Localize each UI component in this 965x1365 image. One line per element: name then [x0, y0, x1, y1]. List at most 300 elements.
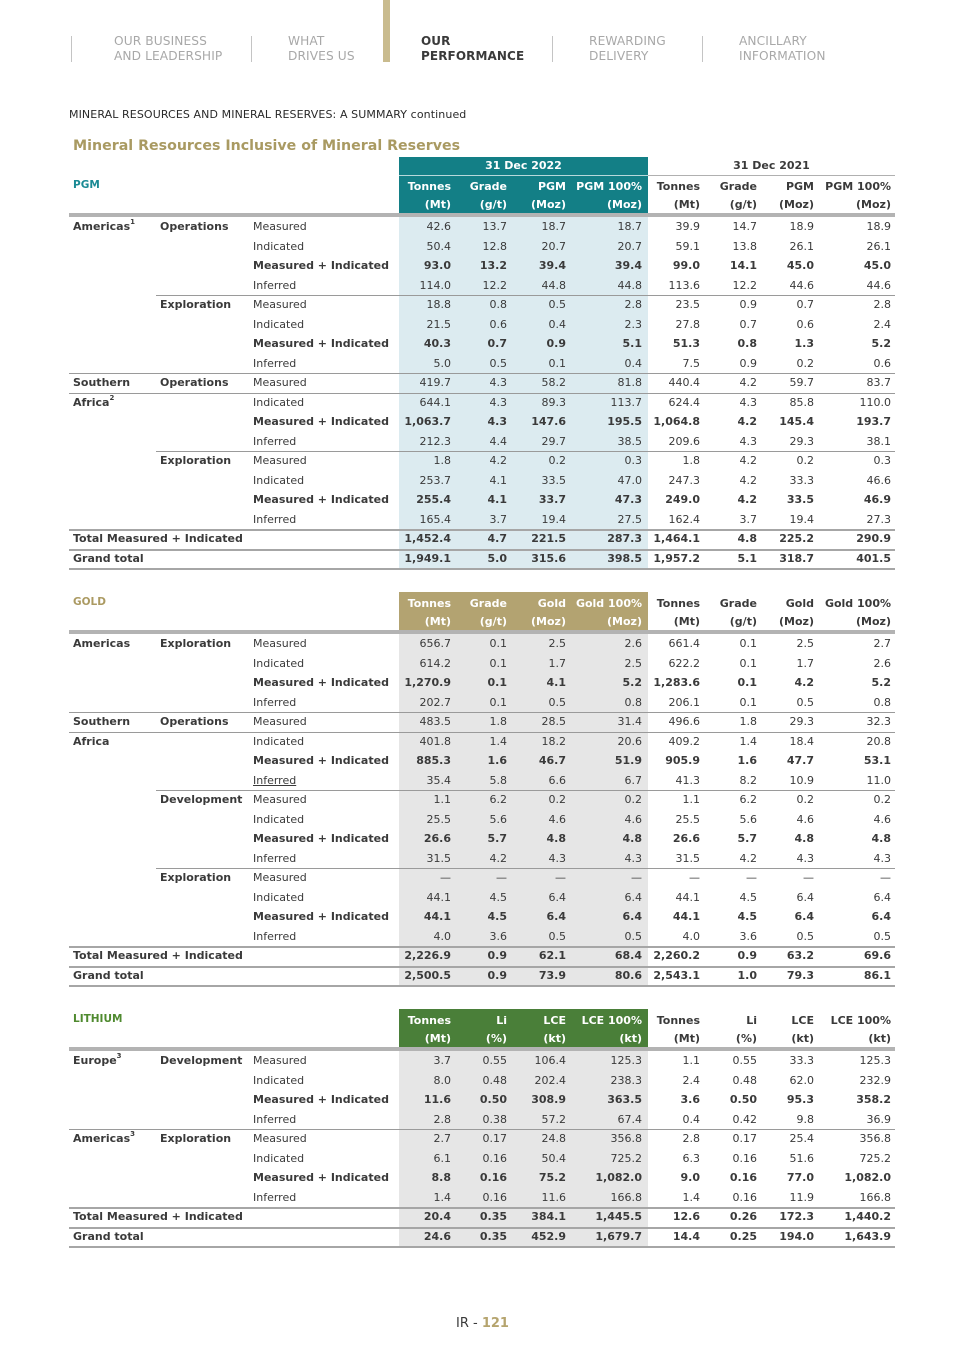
category-label: Measured + Indicated	[253, 259, 389, 272]
column-header	[543, 1012, 566, 1048]
value-cell: 12.6	[672, 1210, 700, 1223]
value-cell: 85.8	[789, 395, 814, 409]
value-cell: 57.2	[541, 1112, 566, 1126]
table-row	[69, 868, 895, 888]
column-header-title: Li	[496, 1014, 507, 1027]
column-header-unit: (Mt)	[673, 198, 700, 211]
table-row	[69, 907, 895, 927]
value-cell: 6.2	[739, 793, 757, 806]
value-cell: 287.3	[607, 532, 642, 545]
value-cell: 11.6	[423, 1093, 451, 1106]
value-cell: 8.0	[433, 1073, 451, 1087]
value-cell: 212.3	[419, 434, 451, 448]
nav-item-ancillary-information[interactable]	[739, 34, 826, 64]
table-row	[69, 732, 895, 752]
nav-item-our-business[interactable]	[114, 34, 222, 64]
value-cell: 12.2	[482, 278, 507, 292]
stage-label: Exploration	[160, 637, 232, 650]
value-cell: 165.4	[419, 512, 451, 526]
table-row	[69, 432, 895, 452]
category-label: Indicated	[253, 1073, 305, 1087]
region-label	[73, 1051, 122, 1071]
column-header-unit: (Moz)	[856, 615, 891, 628]
column-header-unit: (Moz)	[856, 198, 891, 211]
value-cell: 0.16	[482, 1190, 507, 1204]
value-cell: 1.8	[682, 454, 700, 467]
value-cell: 4.2	[739, 473, 757, 487]
grand-total-row	[69, 549, 895, 569]
value-cell: 0.4	[548, 317, 566, 331]
page-title: Mineral Resources Inclusive of Mineral Reserves	[73, 138, 461, 154]
gold-table-body	[69, 634, 895, 987]
value-cell: 5.2	[871, 337, 891, 350]
value-cell: 4.3	[489, 376, 507, 389]
value-cell: 29.7	[541, 434, 566, 448]
value-cell: 44.1	[423, 910, 451, 923]
value-cell: 83.7	[866, 376, 891, 389]
lithium-table-body	[69, 1051, 895, 1248]
column-header-unit: (Mt)	[673, 1032, 700, 1045]
value-cell: 162.4	[668, 512, 700, 526]
value-cell: 42.6	[426, 220, 451, 233]
column-header	[576, 595, 642, 631]
value-cell: 4.8	[546, 832, 566, 845]
value-cell: 6.4	[794, 910, 814, 923]
value-cell: 18.7	[541, 220, 566, 233]
column-header-title: Grade	[469, 597, 507, 610]
table-row	[69, 334, 895, 354]
value-cell: 2.8	[624, 298, 642, 311]
value-cell: 0.5	[548, 695, 566, 709]
nav-label-line2: DRIVES US	[288, 49, 355, 63]
value-cell: 95.3	[786, 1093, 814, 1106]
value-cell: 0.2	[796, 356, 814, 370]
value-cell: 1,270.9	[404, 676, 451, 689]
value-cell: 44.6	[866, 278, 891, 292]
value-cell: 0.9	[487, 968, 507, 982]
value-cell: 209.6	[668, 434, 700, 448]
total-divider	[69, 966, 895, 968]
value-cell: 26.1	[789, 239, 814, 253]
value-cell: 11.6	[541, 1190, 566, 1204]
value-cell: 4.2	[739, 454, 757, 467]
value-cell: 4.0	[682, 929, 700, 943]
category-label: Indicated	[253, 812, 305, 826]
value-cell: 1.1	[682, 793, 700, 806]
value-cell: 20.7	[617, 239, 642, 253]
value-cell: 0.25	[729, 1229, 757, 1243]
nav-separator	[71, 36, 72, 62]
value-cell: 27.3	[866, 512, 891, 526]
table-row	[69, 217, 895, 237]
value-cell: 59.7	[789, 376, 814, 389]
value-cell: 32.3	[866, 715, 891, 728]
value-cell: 62.1	[538, 949, 566, 962]
value-cell: 202.7	[419, 695, 451, 709]
value-cell: 86.1	[863, 968, 891, 982]
value-cell: 33.5	[786, 493, 814, 506]
value-cell: 0.48	[732, 1073, 757, 1087]
value-cell: 4.4	[489, 434, 507, 448]
value-cell: 6.2	[489, 793, 507, 806]
total-measured-indicated-row	[69, 1207, 895, 1227]
column-header	[779, 595, 814, 631]
value-cell: 5.7	[737, 832, 757, 845]
value-cell: 0.3	[873, 454, 891, 467]
column-header	[408, 595, 451, 631]
value-cell: 1,464.1	[653, 532, 700, 545]
column-header-title: Gold 100%	[824, 597, 891, 610]
category-label: Indicated	[253, 656, 305, 670]
value-cell: 6.1	[433, 1151, 451, 1165]
value-cell: 0.2	[624, 793, 642, 806]
current-year-shading	[399, 868, 648, 888]
value-cell: 28.5	[541, 715, 566, 728]
value-cell: 2.5	[624, 656, 642, 670]
stage-label: Exploration	[160, 454, 232, 467]
value-cell: 1,445.5	[595, 1210, 642, 1223]
value-cell: 20.8	[866, 734, 891, 748]
column-header-unit: (Mt)	[424, 1032, 451, 1045]
lithium-table-header	[69, 991, 895, 1048]
value-cell: 51.3	[672, 337, 700, 350]
category-label: Measured	[253, 871, 307, 884]
total-divider	[69, 549, 895, 551]
value-cell: 4.1	[487, 493, 507, 506]
category-label: Inferred	[253, 512, 297, 526]
value-cell: 0.1	[489, 637, 507, 650]
value-cell: 4.6	[548, 812, 566, 826]
value-cell: 1.1	[433, 793, 451, 806]
column-header	[720, 178, 757, 214]
value-cell: 1,643.9	[844, 1229, 891, 1243]
category-label: Measured	[253, 298, 307, 311]
category-label: Inferred	[253, 1190, 297, 1204]
category-label: Inferred	[253, 434, 297, 448]
value-cell: 0.55	[482, 1054, 507, 1067]
value-cell: 14.7	[732, 220, 757, 233]
value-cell: 106.4	[534, 1054, 566, 1067]
value-cell: 0.16	[729, 1171, 757, 1184]
value-cell: 99.0	[672, 259, 700, 272]
column-header-unit: (Moz)	[779, 615, 814, 628]
category-label: Measured	[253, 715, 307, 728]
value-cell: 308.9	[531, 1093, 566, 1106]
column-header-title: Tonnes	[656, 597, 700, 610]
value-cell: 23.5	[675, 298, 700, 311]
total-measured-indicated-row	[69, 529, 895, 549]
value-cell: 624.4	[668, 395, 700, 409]
column-header-title: PGM 100%	[825, 180, 891, 193]
value-cell: 644.1	[419, 395, 451, 409]
value-cell: 2.6	[873, 656, 891, 670]
column-header-unit: (Mt)	[673, 615, 700, 628]
value-cell: 1,082.0	[595, 1171, 642, 1184]
value-cell: 6.4	[624, 890, 642, 904]
column-header-unit: (g/t)	[479, 198, 507, 211]
value-cell: 0.4	[624, 356, 642, 370]
region-divider	[69, 393, 895, 394]
value-cell: 4.7	[487, 532, 507, 545]
column-header	[408, 178, 451, 214]
value-cell: 483.5	[419, 715, 451, 728]
value-cell: 0.7	[739, 317, 757, 331]
value-cell: 45.0	[863, 259, 891, 272]
table-row	[69, 451, 895, 471]
value-cell: 1,957.2	[653, 551, 700, 565]
column-header-title: Grade	[469, 180, 507, 193]
value-cell: 4.3	[548, 851, 566, 865]
value-cell: 63.2	[786, 949, 814, 962]
category-label: Measured	[253, 454, 307, 467]
value-cell: 4.6	[796, 812, 814, 826]
total-label: Grand total	[73, 1229, 144, 1243]
value-cell: 18.9	[866, 220, 891, 233]
value-cell: —	[496, 871, 507, 884]
value-cell: 12.8	[482, 239, 507, 253]
value-cell: 1.4	[739, 734, 757, 748]
region-text: Americas	[73, 637, 131, 650]
category-label: Measured	[253, 1132, 307, 1145]
category-label: Inferred	[253, 1112, 297, 1126]
value-cell: 4.2	[739, 851, 757, 865]
value-cell: 47.7	[786, 754, 814, 767]
category-label: Measured + Indicated	[253, 1171, 389, 1184]
pgm-table-header	[69, 157, 895, 214]
total-label: Total Measured + Indicated	[73, 532, 243, 545]
table-row	[69, 1129, 895, 1149]
value-cell: 2.4	[682, 1073, 700, 1087]
value-cell: 4.3	[739, 395, 757, 409]
value-cell: 113.6	[668, 278, 700, 292]
value-cell: 18.9	[789, 220, 814, 233]
value-cell: 39.4	[614, 259, 642, 272]
value-cell: 4.1	[546, 676, 566, 689]
value-cell: 31.5	[426, 851, 451, 865]
value-cell: 0.5	[796, 929, 814, 943]
category-label: Indicated	[253, 395, 305, 409]
value-cell: 0.9	[487, 949, 507, 962]
category-label: Indicated	[253, 473, 305, 487]
nav-separator	[552, 36, 553, 62]
value-cell: 125.3	[859, 1054, 891, 1067]
value-cell: 44.1	[426, 890, 451, 904]
nav-item-rewarding-delivery[interactable]	[589, 34, 666, 64]
value-cell: 4.2	[737, 493, 757, 506]
value-cell: 3.6	[489, 929, 507, 943]
value-cell: 0.26	[729, 1210, 757, 1223]
nav-item-our-performance[interactable]	[421, 34, 524, 64]
value-cell: 4.1	[489, 473, 507, 487]
value-cell: 0.1	[489, 656, 507, 670]
value-cell: 0.1	[739, 695, 757, 709]
header-divider	[648, 175, 895, 176]
value-cell: 38.5	[617, 434, 642, 448]
value-cell: 10.9	[789, 773, 814, 787]
value-cell: 905.9	[665, 754, 700, 767]
category-label: Measured + Indicated	[253, 337, 389, 350]
column-header-unit: (Moz)	[607, 615, 642, 628]
value-cell: 0.1	[489, 695, 507, 709]
value-cell: 9.0	[680, 1171, 700, 1184]
value-cell: 5.0	[433, 356, 451, 370]
value-cell: 4.3	[873, 851, 891, 865]
value-cell: 440.4	[668, 376, 700, 389]
value-cell: 4.5	[487, 910, 507, 923]
region-label	[73, 393, 114, 413]
value-cell: 62.0	[789, 1073, 814, 1087]
value-cell: 39.4	[538, 259, 566, 272]
column-header-unit: (Moz)	[531, 198, 566, 211]
total-label: Total Measured + Indicated	[73, 1210, 243, 1223]
total-label: Grand total	[73, 968, 144, 982]
value-cell: 0.2	[548, 793, 566, 806]
stage-label: Operations	[160, 220, 229, 233]
stage-label: Exploration	[160, 871, 232, 884]
value-cell: 5.2	[622, 676, 642, 689]
value-cell: 2.6	[624, 637, 642, 650]
value-cell: 27.8	[675, 317, 700, 331]
value-cell: 67.4	[617, 1112, 642, 1126]
column-header-unit: (kt)	[791, 1032, 814, 1045]
column-header	[825, 595, 891, 631]
value-cell: 8.2	[739, 773, 757, 787]
region-text: Southern	[73, 715, 131, 728]
value-cell: 0.38	[482, 1112, 507, 1126]
value-cell: 2.8	[873, 298, 891, 311]
table-row	[69, 471, 895, 491]
value-cell: 2,226.9	[404, 949, 451, 962]
value-cell: 6.4	[548, 890, 566, 904]
column-header-title: LCE	[791, 1014, 814, 1027]
value-cell: 0.5	[796, 695, 814, 709]
stage-label: Development	[160, 793, 243, 806]
table-row	[69, 751, 895, 771]
value-cell: 2.8	[682, 1132, 700, 1145]
category-label: Indicated	[253, 734, 305, 748]
nav-label-line1: REWARDING	[589, 34, 666, 48]
column-header-title: Tonnes	[656, 1014, 700, 1027]
value-cell: 255.4	[416, 493, 451, 506]
nav-item-what-drives-us[interactable]	[288, 34, 355, 64]
value-cell: 1.4	[433, 1190, 451, 1204]
column-header-title: Tonnes	[407, 1014, 451, 1027]
value-cell: —	[803, 871, 814, 884]
value-cell: 93.0	[423, 259, 451, 272]
value-cell: 20.4	[423, 1210, 451, 1223]
value-cell: 5.6	[489, 812, 507, 826]
value-cell: 13.7	[482, 220, 507, 233]
value-cell: —	[746, 871, 757, 884]
value-cell: 5.0	[487, 551, 507, 565]
value-cell: 0.50	[729, 1093, 757, 1106]
column-header-title: Gold	[537, 597, 566, 610]
value-cell: 18.8	[426, 298, 451, 311]
column-header	[470, 178, 507, 214]
column-header	[582, 1012, 642, 1048]
column-header-title: LCE 100%	[830, 1014, 891, 1027]
value-cell: 13.8	[732, 239, 757, 253]
table-row	[69, 927, 895, 947]
value-cell: 0.1	[548, 356, 566, 370]
nav-separator	[702, 36, 703, 62]
value-cell: 4.5	[737, 910, 757, 923]
stage-label: Development	[160, 1054, 243, 1067]
table-row	[69, 849, 895, 869]
value-cell: 50.4	[426, 239, 451, 253]
column-header	[657, 1012, 700, 1048]
value-cell: 6.4	[873, 890, 891, 904]
column-header-title: Grade	[719, 597, 757, 610]
table-row	[69, 490, 895, 510]
column-header	[408, 1012, 451, 1048]
column-header-unit: (kt)	[619, 1032, 642, 1045]
value-cell: 0.6	[489, 317, 507, 331]
value-cell: 31.5	[675, 851, 700, 865]
column-header	[531, 595, 566, 631]
table-row	[69, 412, 895, 432]
value-cell: 6.4	[622, 910, 642, 923]
region-text: Africa	[73, 395, 110, 409]
value-cell: 0.5	[489, 356, 507, 370]
category-label: Measured	[253, 220, 307, 233]
value-cell: 0.8	[489, 298, 507, 311]
column-header-title: Gold 100%	[575, 597, 642, 610]
category-label: Measured + Indicated	[253, 910, 389, 923]
category-label: Inferred	[253, 929, 297, 943]
value-cell: 193.7	[856, 415, 891, 428]
column-header	[470, 595, 507, 631]
value-cell: 318.7	[779, 551, 814, 565]
value-cell: 35.4	[426, 773, 451, 787]
table-row	[69, 829, 895, 849]
value-cell: 4.6	[873, 812, 891, 826]
value-cell: 77.0	[786, 1171, 814, 1184]
value-cell: 4.5	[489, 890, 507, 904]
value-cell: 4.8	[871, 832, 891, 845]
value-cell: 24.6	[423, 1229, 451, 1243]
total-measured-indicated-row	[69, 946, 895, 966]
value-cell: 4.5	[739, 890, 757, 904]
value-cell: 9.8	[796, 1112, 814, 1126]
column-header-unit: (kt)	[543, 1032, 566, 1045]
gold-table	[69, 574, 895, 987]
value-cell: 398.5	[607, 551, 642, 565]
column-header-title: Tonnes	[656, 180, 700, 193]
value-cell: 24.8	[541, 1132, 566, 1145]
value-cell: 0.5	[624, 929, 642, 943]
value-cell: 125.3	[610, 1054, 642, 1067]
value-cell: 4.3	[489, 395, 507, 409]
column-header	[576, 178, 642, 214]
value-cell: 79.3	[786, 968, 814, 982]
value-cell: 0.8	[737, 337, 757, 350]
nav-label-line2: DELIVERY	[589, 49, 649, 63]
value-cell: 4.2	[739, 376, 757, 389]
active-section-indicator	[383, 0, 390, 62]
value-cell: —	[689, 871, 700, 884]
value-cell: 409.2	[668, 734, 700, 748]
region-label	[73, 732, 109, 752]
category-label: Inferred	[253, 851, 297, 865]
value-cell: 1.3	[794, 337, 814, 350]
column-header	[486, 1012, 507, 1048]
top-navigation	[0, 0, 965, 70]
value-cell: 202.4	[534, 1073, 566, 1087]
category-label: Inferred	[253, 695, 297, 709]
commodity-label: LITHIUM	[73, 1013, 123, 1025]
column-header	[736, 1012, 757, 1048]
